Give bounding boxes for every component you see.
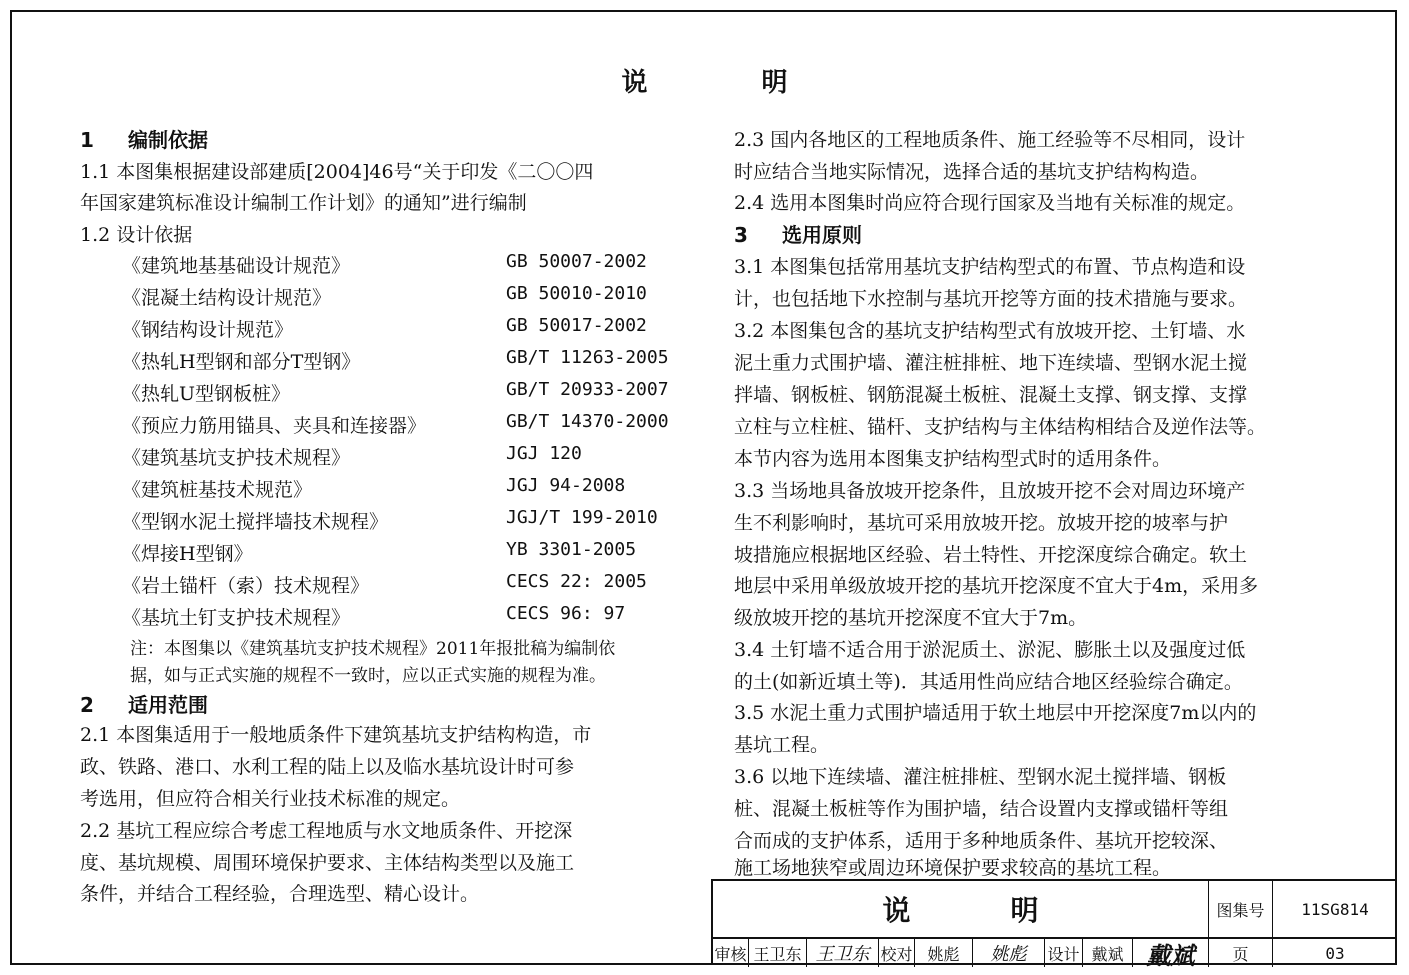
reference-name: 《混凝土结构设计规范》 [122, 287, 332, 309]
paragraph-line: 施工场地狭窄或周边环境保护要求较高的基坑工程。 [734, 857, 1172, 879]
reference-code: JGJ/T 199-2010 [506, 507, 658, 528]
paragraph-line: 年国家建筑标准设计编制工作计划》的通知”进行编制 [80, 192, 527, 214]
reference-name: 《建筑桩基技术规范》 [122, 479, 313, 501]
paragraph-line: 2.2 基坑工程应综合考虑工程地质与水文地质条件、开挖深 [80, 820, 573, 842]
checker-name: 姚彪 [915, 939, 973, 967]
paragraph-line: 2.1 本图集适用于一般地质条件下建筑基坑支护结构构造，市 [80, 724, 592, 746]
paragraph-line: 坡措施应根据地区经验、岩土特性、开挖深度综合确定。软土 [734, 544, 1248, 566]
paragraph-line: 的土(如新近填土等)．其适用性尚应结合地区经验综合确定。 [734, 671, 1243, 693]
page-number: 03 [1325, 943, 1345, 963]
title-block-title: 说 明 [713, 881, 1209, 937]
page-label: 页 [1209, 939, 1273, 967]
paragraph-line: 度、基坑规模、周围环境保护要求、主体结构类型以及施工 [80, 852, 575, 874]
design-label: 设计 [1045, 939, 1083, 967]
section-title: 适用范围 [128, 693, 208, 717]
paragraph-line: 时应结合当地实际情况，选择合适的基坑支护结构构造。 [734, 161, 1210, 183]
reference-code: GB 50010-2010 [506, 283, 647, 304]
section-2-heading [80, 689, 208, 718]
atlas-number: 11SG814 [1301, 899, 1369, 919]
paragraph-line: 级放坡开挖的基坑开挖深度不宜大于7m。 [734, 607, 1088, 629]
paragraph-line: 生不利影响时，基坑可采用放坡开挖。放坡开挖的坡率与护 [734, 512, 1229, 534]
reference-code: GB 50017-2002 [506, 315, 647, 336]
paragraph-line: 立柱与立柱桩、锚杆、支护结构与主体结构相结合及逆作法等。 [734, 416, 1267, 438]
checker-signature: 姚彪 [973, 939, 1045, 967]
section-number: 3 [734, 223, 748, 247]
reference-name: 《钢结构设计规范》 [122, 319, 294, 341]
reference-name: 《建筑地基基础设计规范》 [122, 255, 351, 277]
paragraph-line: 基坑工程。 [734, 734, 830, 756]
paragraph-line: 2.3 国内各地区的工程地质条件、施工经验等不尽相同，设计 [734, 129, 1246, 151]
reference-name: 《型钢水泥土搅拌墙技术规程》 [122, 511, 389, 533]
paragraph-line: 条件，并结合工程经验，合理选型、精心设计。 [80, 883, 480, 905]
paragraph-line: 合而成的支护体系，适用于多种地质条件、基坑开挖较深、 [734, 830, 1229, 852]
reference-code: CECS 96: 97 [506, 603, 626, 624]
paragraph-line: 1.2 设计依据 [80, 224, 193, 246]
atlas-number-label: 图集号 [1209, 881, 1273, 937]
reference-name: 《热轧U型钢板桩》 [122, 383, 291, 405]
note-line: 注：本图集以《建筑基坑支护技术规程》2011年报批稿为编制依 [130, 639, 616, 659]
reference-code: JGJ 94-2008 [506, 475, 626, 496]
paragraph-line: 1.1 本图集根据建设部建质[2004]46号“关于印发《二〇〇四 [80, 161, 594, 183]
paragraph-line: 3.3 当场地具备放坡开挖条件，且放坡开挖不会对周边环境产 [734, 480, 1246, 502]
paragraph-line: 泥土重力式围护墙、灌注桩排桩、地下连续墙、型钢水泥土搅 [734, 352, 1248, 374]
reference-code: YB 3301-2005 [506, 539, 637, 560]
paragraph-line: 3.5 水泥土重力式围护墙适用于软土地层中开挖深度7m以内的 [734, 702, 1257, 724]
section-number: 1 [80, 128, 94, 152]
paragraph-line: 3.4 土钉墙不适合用于淤泥质土、淤泥、膨胀土以及强度过低 [734, 639, 1246, 661]
reference-code: GB/T 20933-2007 [506, 379, 669, 400]
note-line: 据，如与正式实施的规程不一致时，应以正式实施的规程为准。 [130, 666, 606, 686]
designer-signature: 戴斌 [1133, 939, 1209, 967]
section-title: 编制依据 [128, 128, 208, 152]
paragraph-line: 计，也包括地下水控制与基坑开挖等方面的技术措施与要求。 [734, 288, 1248, 310]
reference-name: 《预应力筋用锚具、夹具和连接器》 [122, 415, 427, 437]
reference-name: 《建筑基坑支护技术规程》 [122, 447, 351, 469]
review-label: 审核 [713, 939, 749, 967]
reference-name: 《岩土锚杆（索）技术规程》 [122, 575, 370, 597]
reviewer-name: 王卫东 [749, 939, 807, 967]
reference-code: JGJ 120 [506, 443, 582, 464]
paragraph-line: 3.6 以地下连续墙、灌注桩排桩、型钢水泥土搅拌墙、钢板 [734, 766, 1227, 788]
reference-code: GB/T 11263-2005 [506, 347, 669, 368]
paragraph-line: 2.4 选用本图集时尚应符合现行国家及当地有关标准的规定。 [734, 192, 1246, 214]
section-1-heading [80, 124, 208, 153]
page-title: 说 明 [621, 68, 832, 98]
reviewer-signature: 王卫东 [807, 939, 879, 967]
reference-code: GB 50007-2002 [506, 251, 647, 272]
reference-name: 《基坑土钉支护技术规程》 [122, 607, 351, 629]
reference-code: CECS 22: 2005 [506, 571, 647, 592]
paragraph-line: 政、铁路、港口、水利工程的陆上以及临水基坑设计时可参 [80, 756, 575, 778]
section-title: 选用原则 [782, 223, 862, 247]
designer-name: 戴斌 [1083, 939, 1133, 967]
title-block [711, 879, 1397, 970]
paragraph-line: 桩、混凝土板桩等作为围护墙，结合设置内支撑或锚杆等组 [734, 798, 1229, 820]
paragraph-line: 3.1 本图集包括常用基坑支护结构型式的布置、节点构造和设 [734, 256, 1246, 278]
section-number: 2 [80, 693, 94, 717]
reference-code: GB/T 14370-2000 [506, 411, 669, 432]
reference-name: 《热轧H型钢和部分T型钢》 [122, 351, 361, 373]
section-3-heading [734, 219, 862, 248]
paragraph-line: 3.2 本图集包含的基坑支护结构型式有放坡开挖、土钉墙、水 [734, 320, 1246, 342]
check-label: 校对 [879, 939, 915, 967]
reference-name: 《焊接H型钢》 [122, 543, 253, 565]
paragraph-line: 考选用，但应符合相关行业技术标准的规定。 [80, 788, 461, 810]
paragraph-line: 本节内容为选用本图集支护结构型式时的适用条件。 [734, 448, 1172, 470]
paragraph-line: 拌墙、钢板桩、钢筋混凝土板桩、混凝土支撑、钢支撑、支撑 [734, 384, 1248, 406]
paragraph-line: 地层中采用单级放坡开挖的基坑开挖深度不宜大于4m，采用多 [734, 575, 1259, 597]
